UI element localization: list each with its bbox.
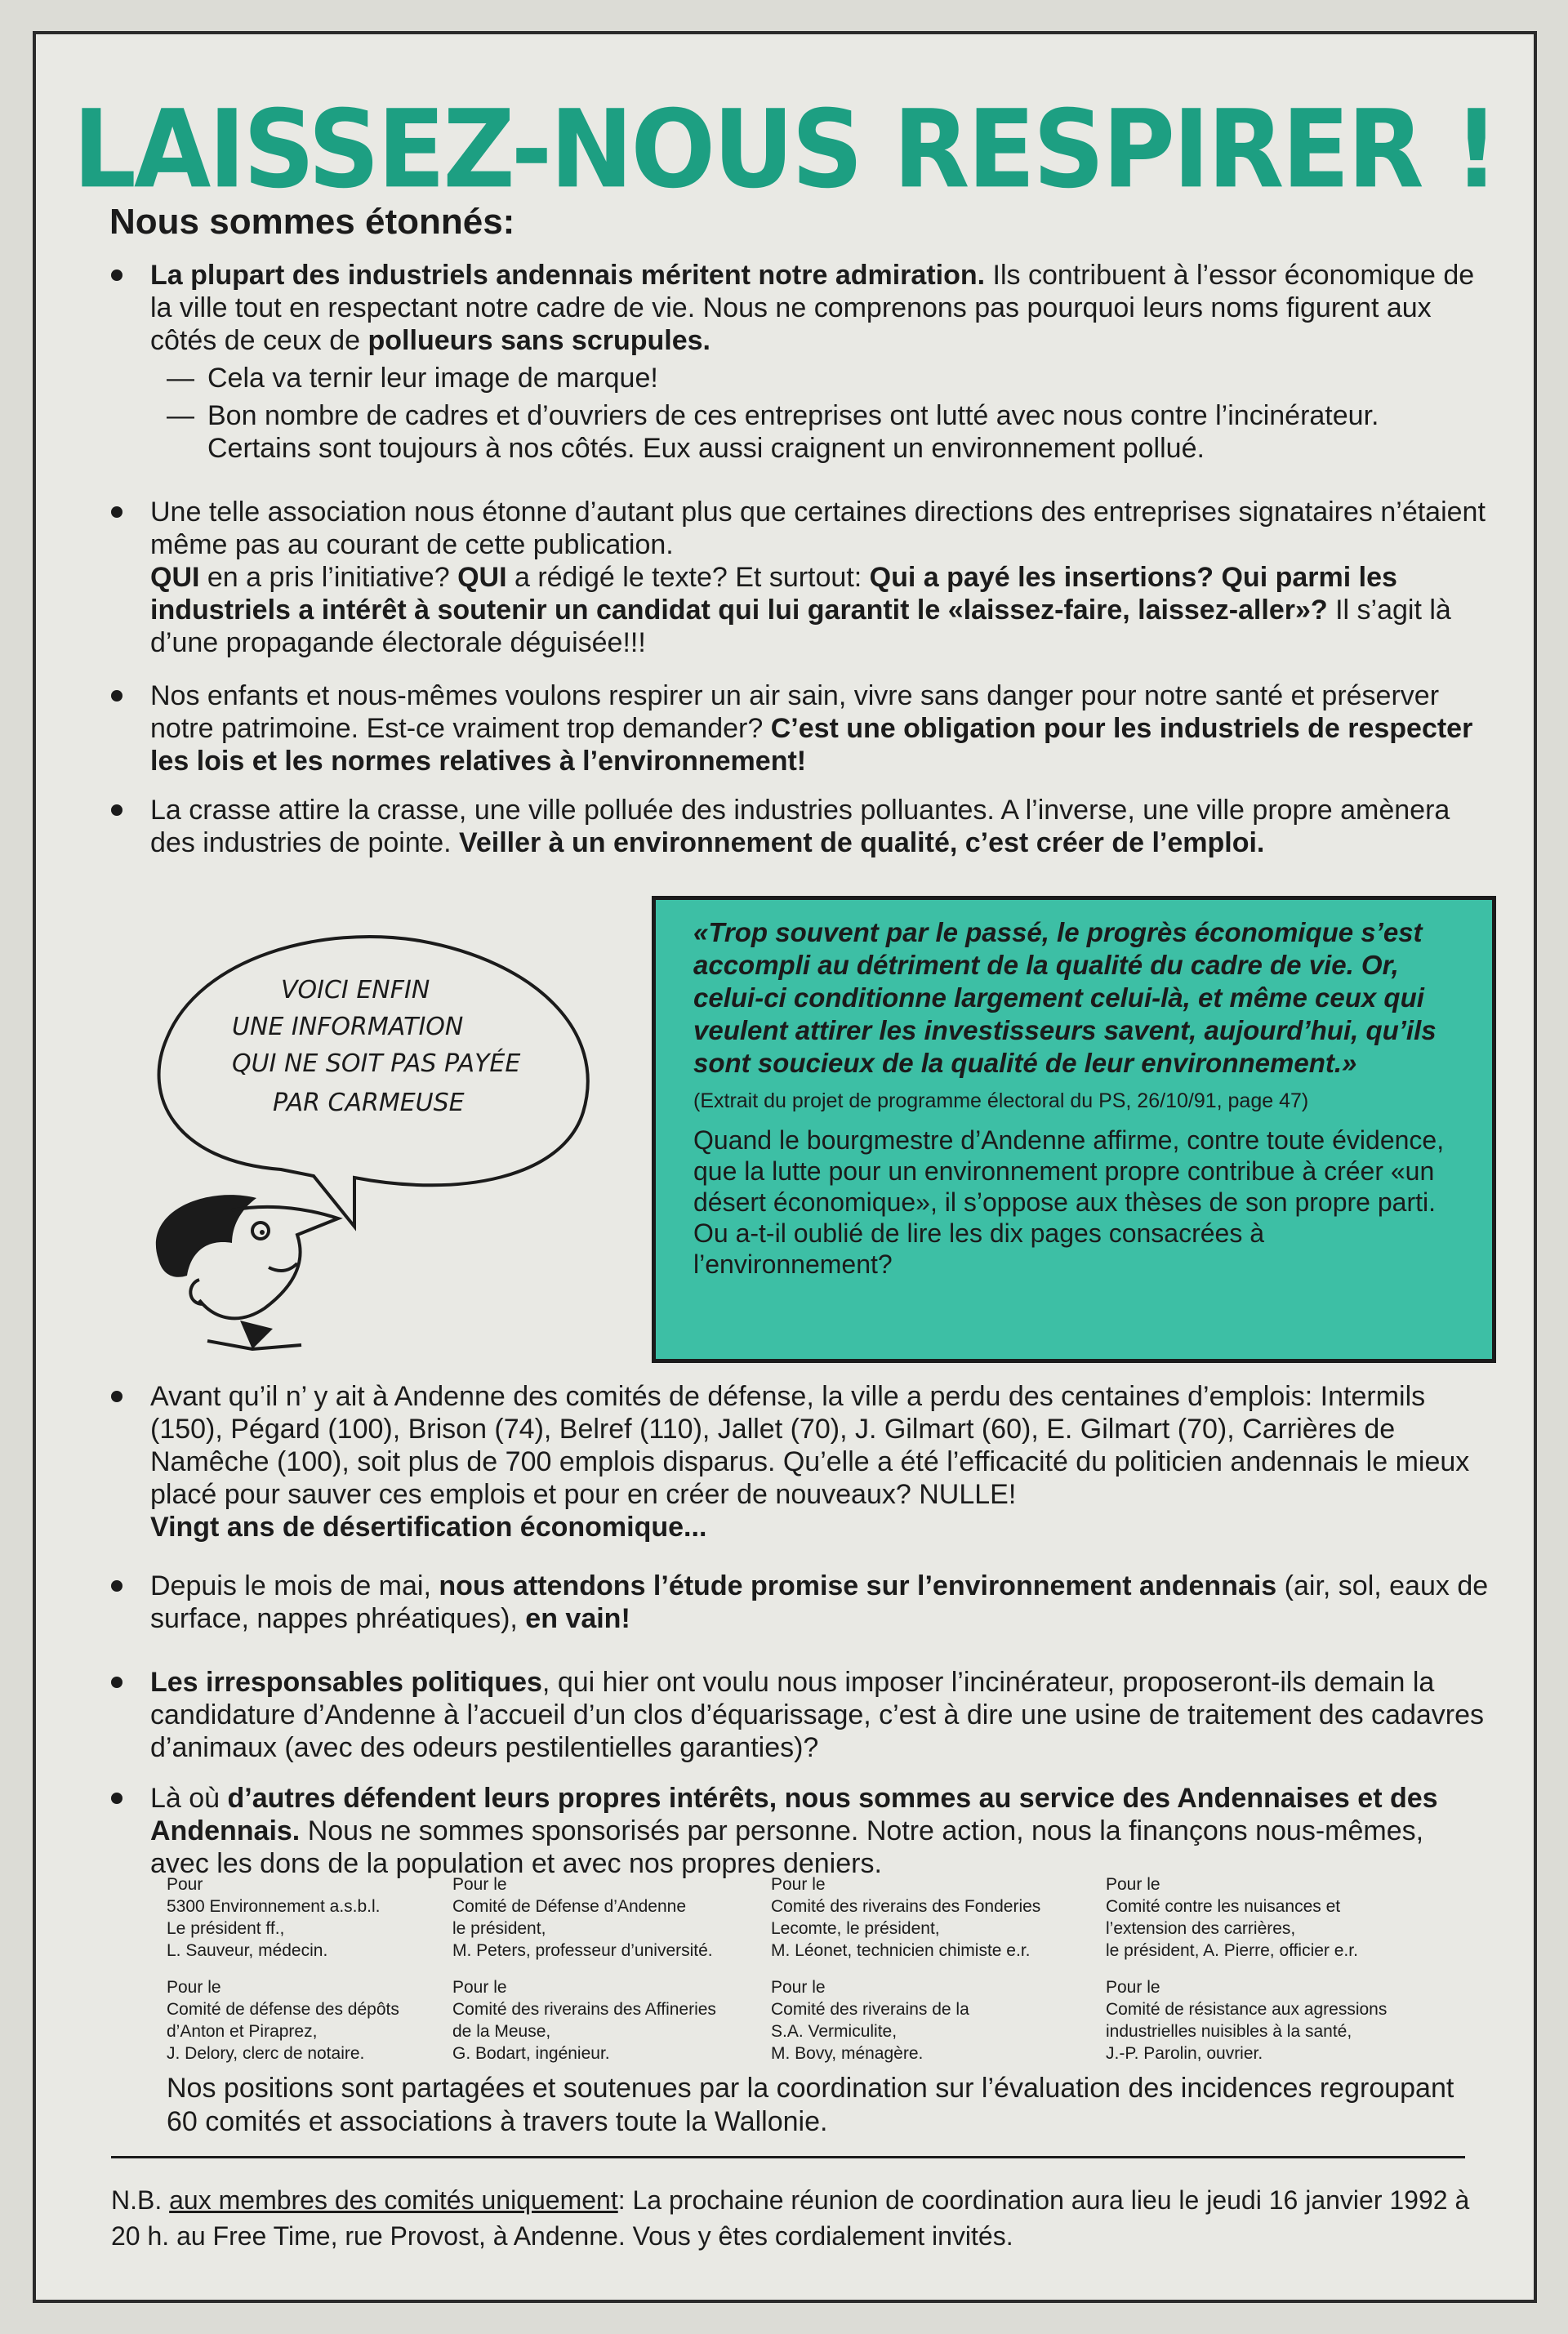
- bullet-icon: [111, 1391, 122, 1402]
- cartoon-line-3: QUI NE SOIT PAS PAYÉE: [232, 1049, 521, 1078]
- bullet-paragraph-3: [150, 679, 1490, 777]
- signature-block: [1106, 1873, 1490, 1962]
- signature-block: [452, 1873, 771, 1962]
- signature-line: Comité de résistance aux agressions: [1106, 2000, 1388, 2019]
- quote-box: [652, 896, 1496, 1363]
- p2-qui-1: QUI: [150, 562, 200, 593]
- bullet-paragraph-4: [150, 794, 1490, 859]
- signature-line: Pour le: [771, 1875, 826, 1894]
- p2-text-4: Il s’agit là d’une propagande électorale déguisée!!!: [150, 595, 1451, 658]
- p6-bold-2: en vain!: [525, 1603, 630, 1634]
- bullet-icon: [111, 1793, 122, 1804]
- signature-block: [771, 1873, 1106, 1962]
- signature-line: le président, A. Pierre, officier e.r.: [1106, 1941, 1358, 1960]
- p1-text: Ils contribuent à l’essor économique de la ville tout en respectant notre cadre de vie. Nous ne comprenons pas pourquoi leurs noms figurent aux côtés de ceux de: [150, 260, 1475, 356]
- signature-line: Pour le: [771, 1978, 826, 1997]
- signature-line: Pour: [167, 1875, 203, 1894]
- p8-text-1: Là où: [150, 1783, 228, 1814]
- signature-line: d’Anton et Piraprez,: [167, 2022, 318, 2041]
- bullet-paragraph-8: [150, 1782, 1490, 1880]
- signature-line: J.-P. Parolin, ouvrier.: [1106, 2044, 1263, 2063]
- signature-line: Pour le: [452, 1978, 507, 1997]
- dash-item-text: Cela va ternir leur image de marque!: [207, 363, 658, 394]
- signature-line: Pour le: [167, 1978, 221, 1997]
- signature-line: J. Delory, clerc de notaire.: [167, 2044, 365, 2063]
- signature-block: [771, 1976, 1106, 2065]
- p8-bold: d’autres défendent leurs propres intérêts, nous sommes au service des Andennaises et des Andennais.: [150, 1783, 1438, 1846]
- p4-bold: Veiller à un environnement de qualité, c’est créer de l’emploi.: [459, 827, 1265, 858]
- p6-bold-1: nous attendons l’étude promise sur l’environnement andennais: [439, 1570, 1277, 1601]
- signature-line: Comité contre les nuisances et: [1106, 1897, 1341, 1916]
- dash-item-text: Bon nombre de cadres et d’ouvriers de ces entreprises ont lutté avec nous contre l’incinérateur. Certains sont toujours à nos côtés. Eux aussi craignent un environnement pollué.: [207, 400, 1379, 464]
- p6-text-1: Depuis le mois de mai,: [150, 1570, 439, 1601]
- bullet-paragraph-7: [150, 1666, 1490, 1764]
- p2-text-3: a rédigé le texte? Et surtout:: [506, 562, 870, 593]
- dash-item: — Cela va ternir leur image de marque!: [167, 363, 658, 394]
- signature-block: [1106, 1976, 1490, 2065]
- p1-bold-lead: La plupart des industriels andennais méritent notre admiration.: [150, 260, 986, 291]
- bullet-paragraph-6: [150, 1570, 1490, 1635]
- signature-block: [452, 1976, 771, 2065]
- p5-text: Avant qu’il n’ y ait à Andenne des comités de défense, la ville a perdu des centaines d’emplois: Intermils (150), Pégard (100), Brison (74), Belref (110), Jallet (70), J. Gilmart (60), E. Gilmart (70), Carrières de Namêche (100), soit plus de 700 emplois disparus. Qu’elle a été l’efficacité du politicien andennais le mieux placé pour sauver ces emplois et pour en créer de nouveaux? NULLE!: [150, 1381, 1470, 1510]
- section-heading: Nous sommes étonnés:: [109, 202, 515, 242]
- signature-line: G. Bodart, ingénieur.: [452, 2044, 610, 2063]
- p2-qui-2: QUI: [457, 562, 507, 593]
- signatures-grid: [167, 1873, 1490, 2065]
- signature-line: Pour le: [452, 1875, 507, 1894]
- signature-line: S.A. Vermiculite,: [771, 2022, 898, 2041]
- cartoon-line-4: PAR CARMEUSE: [273, 1089, 465, 1117]
- signature-line: Comité de Défense d’Andenne: [452, 1897, 687, 1916]
- signature-line: M. Bovy, ménagère.: [771, 2044, 924, 2063]
- quote-text: «Trop souvent par le passé, le progrès économique s’est accompli au détriment de la qualité du cadre de vie. Or, celui-ci conditionne largement celui-là, et même ceux qui veulent attirer les investisseurs savent, aujourd’hui, qu’ils sont soucieux de la qualité de leur environnement.»: [693, 917, 1437, 1078]
- bullet-paragraph-2: [150, 496, 1490, 659]
- quote-comment: Quand le bourgmestre d’Andenne affirme, contre toute évidence, que la lutte pour un environnement propre contribue à créer «un désert économique», il s’oppose aux thèses de son propre parti. Ou a-t-il oublié de lire les dix pages consacrées à l’environnement?: [693, 1125, 1445, 1279]
- signature-block: [167, 1976, 452, 2065]
- p3-bold: C’est une obligation pour les industriels de respecter les lois et les normes relatives à l’environnement!: [150, 713, 1473, 777]
- nb-prefix: N.B.: [111, 2185, 170, 2215]
- nb-notice: [111, 2182, 1483, 2254]
- p2-text-2: en a pris l’initiative?: [199, 562, 458, 593]
- divider: [111, 2156, 1465, 2158]
- signature-line: M. Léonet, technicien chimiste e.r.: [771, 1941, 1031, 1960]
- signature-line: M. Peters, professeur d’université.: [452, 1941, 713, 1960]
- bullet-paragraph-5: [150, 1380, 1490, 1543]
- p3-text: Nos enfants et nous-mêmes voulons respirer un air sain, vivre sans danger pour notre santé et préserver notre patrimoine. Est-ce vraiment trop demander?: [150, 680, 1440, 744]
- p7-bold: Les irresponsables politiques: [150, 1667, 542, 1698]
- bullet-icon: [111, 690, 122, 702]
- p4-text: La crasse attire la crasse, une ville polluée des industries polluantes. A l’inverse, une ville propre amènera des industries de pointe.: [150, 795, 1450, 858]
- nb-members-link: aux membres des comités uniquement: [169, 2185, 618, 2215]
- signature-line: Pour le: [1106, 1978, 1160, 1997]
- p2-text-1: Une telle association nous étonne d’autant plus que certaines directions des entreprises signataires n’étaient même pas au courant de cette publication.: [150, 497, 1486, 560]
- cartoon-line-2: UNE INFORMATION: [232, 1013, 464, 1041]
- bullet-icon: [111, 1580, 122, 1592]
- p8-text-2: Nous ne sommes sponsorisés par personne. Notre action, nous la finançons nous-mêmes, avec les dons de la population et avec nos propres deniers.: [150, 1815, 1424, 1879]
- leaflet-page: [33, 31, 1537, 2303]
- signature-line: Comité de défense des dépôts: [167, 2000, 399, 2019]
- signature-line: Pour le: [1106, 1875, 1160, 1894]
- cartoon-line-1: VOICI ENFIN: [281, 976, 430, 1004]
- bullet-icon: [111, 506, 122, 518]
- bullet-paragraph-1: [150, 259, 1490, 465]
- cartoon-face: [156, 1195, 338, 1349]
- signature-line: industrielles nuisibles à la santé,: [1106, 2022, 1352, 2041]
- p6-text-2: (air, sol, eaux de surface, nappes phréatiques),: [150, 1570, 1489, 1634]
- signature-line: le président,: [452, 1919, 546, 1938]
- signature-block: [167, 1873, 452, 1962]
- p1-bold-end: pollueurs sans scrupules.: [368, 325, 710, 356]
- dash-item: — Bon nombre de cadres et d’ouvriers de ces entreprises ont lutté avec nous contre l’incinérateur. Certains sont toujours à nos côtés. Eux aussi craignent un environnement pollué.: [167, 400, 1379, 464]
- signature-line: 5300 Environnement a.s.b.l.: [167, 1897, 381, 1916]
- cartoon-illustration: [109, 916, 648, 1374]
- bullet-icon: [111, 804, 122, 816]
- signature-line: l’extension des carrières,: [1106, 1919, 1296, 1938]
- page-title: LAISSEZ-NOUS RESPIRER !: [73, 87, 1497, 212]
- signature-line: Lecomte, le président,: [771, 1919, 940, 1938]
- signature-line: Comité des riverains des Fonderies: [771, 1897, 1041, 1916]
- closing-statement: Nos positions sont partagées et soutenues par la coordination sur l’évaluation des incidences regroupant 60 comités et associations à travers toute la Wallonie.: [167, 2073, 1454, 2137]
- signature-line: de la Meuse,: [452, 2022, 551, 2041]
- bullet-icon: [111, 1677, 122, 1688]
- bullet-icon: [111, 269, 122, 281]
- signature-line: Comité des riverains des Affineries: [452, 2000, 716, 2019]
- p5-bold: Vingt ans de désertification économique...: [150, 1512, 707, 1543]
- signature-line: Comité des riverains de la: [771, 2000, 969, 2019]
- signature-line: Le président ff.,: [167, 1919, 285, 1938]
- signature-line: L. Sauveur, médecin.: [167, 1941, 328, 1960]
- nb-text: : La prochaine réunion de coordination aura lieu le jeudi 16 janvier 1992 à 20 h. au Free Time, rue Provost, à Andenne. Vous y êtes cordialement invités.: [111, 2185, 1470, 2251]
- p2-bold: Qui a payé les insertions? Qui parmi les industriels a intérêt à soutenir un candidat qui lui garantit le «laissez-faire, laissez-aller»?: [150, 562, 1397, 626]
- quote-source: (Extrait du projet de programme électoral du PS, 26/10/91, page 47): [693, 1089, 1309, 1112]
- p7-text: , qui hier ont voulu nous imposer l’incinérateur, proposeront-ils demain la candidature d’Andenne à l’accueil d’un clos d’équarissage, c’est à dire une usine de traitement des cadavres d’animaux (avec des odeurs pestilentielles garanties)?: [150, 1667, 1485, 1763]
